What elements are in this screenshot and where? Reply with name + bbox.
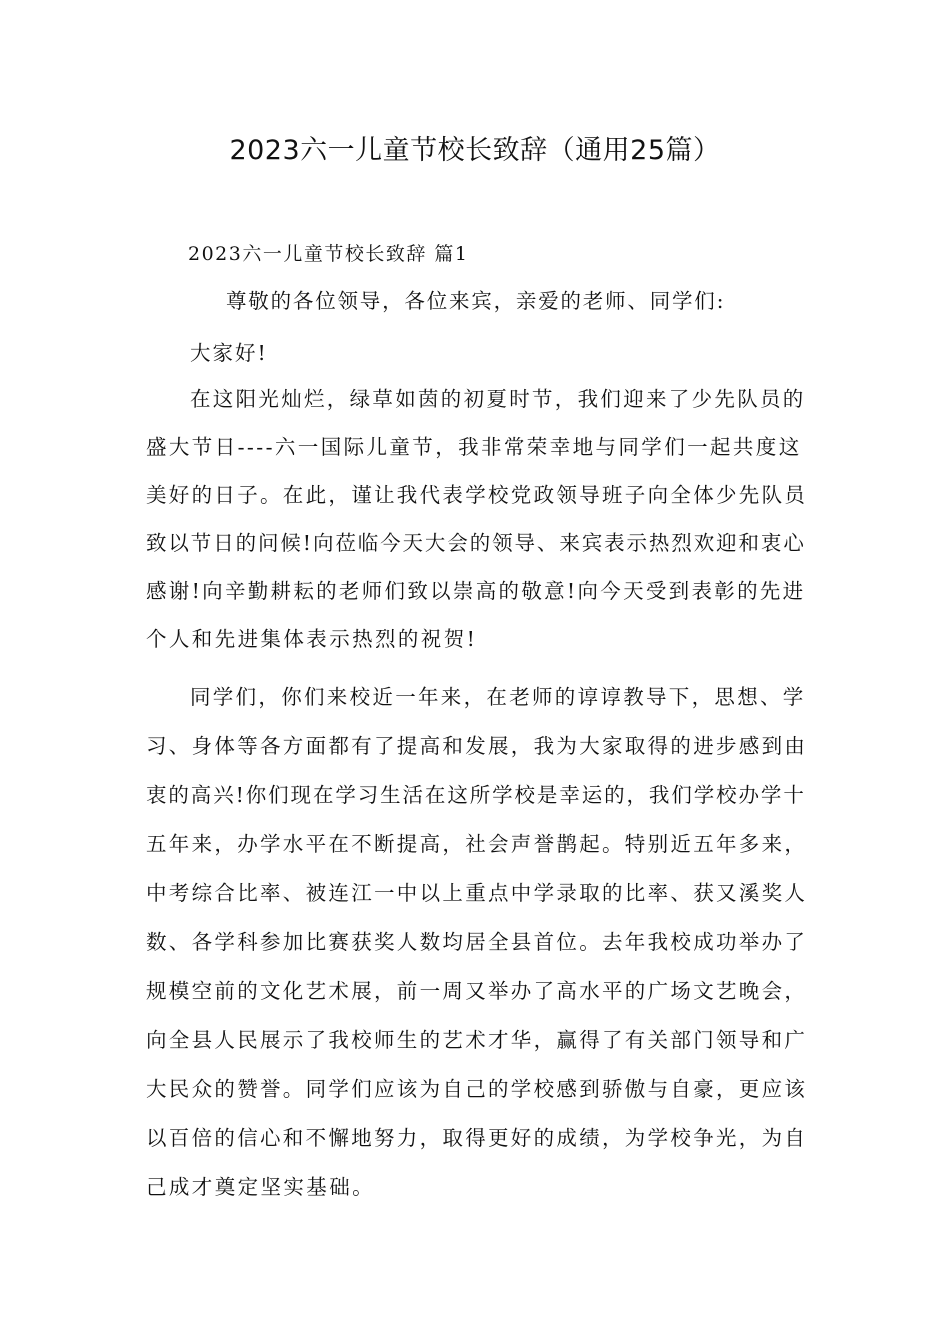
paragraph-line: 感谢!向辛勤耕耘的老师们致以崇高的敬意!向今天受到表彰的先进 — [146, 579, 806, 603]
section-heading: 2023六一儿童节校长致辞 篇1 — [188, 243, 469, 265]
document-title: 2023六一儿童节校长致辞（通用25篇） — [229, 135, 721, 166]
paragraph-line: 在这阳光灿烂，绿草如茵的初夏时节，我们迎来了少先队员的 — [190, 387, 806, 411]
greeting-line: 大家好! — [190, 341, 268, 365]
paragraph-line: 盛大节日----六一国际儿童节，我非常荣幸地与同学们一起共度这 — [146, 435, 802, 459]
paragraph-line: 大民众的赞誉。同学们应该为自己的学校感到骄傲与自豪，更应该 — [146, 1077, 808, 1101]
paragraph-line: 向全县人民展示了我校师生的艺术才华，赢得了有关部门领导和广 — [146, 1028, 808, 1052]
paragraph-line: 美好的日子。在此，谨让我代表学校党政领导班子向全体少先队员 — [146, 483, 808, 507]
paragraph-line: 规模空前的文化艺术展，前一周又举办了高水平的广场文艺晚会， — [146, 979, 808, 1003]
paragraph-line: 己成才奠定坚实基础。 — [146, 1175, 375, 1199]
paragraph-line: 衷的高兴!你们现在学习生活在这所学校是幸运的，我们学校办学十 — [146, 783, 806, 807]
paragraph-line: 同学们，你们来校近一年来，在老师的谆谆教导下，思想、学 — [190, 685, 806, 709]
paragraph-line: 致以节日的问候!向莅临今天大会的领导、来宾表示热烈欢迎和衷心 — [146, 531, 806, 555]
paragraph-line: 以百倍的信心和不懈地努力，取得更好的成绩，为学校争光，为自 — [146, 1126, 808, 1150]
paragraph-line: 个人和先进集体表示热烈的祝贺! — [146, 627, 478, 651]
paragraph-line: 五年来，办学水平在不断提高，社会声誉鹊起。特别近五年多来， — [146, 832, 808, 856]
paragraph-line: 习、身体等各方面都有了提高和发展，我为大家取得的进步感到由 — [146, 734, 808, 758]
salutation-line: 尊敬的各位领导，各位来宾，亲爱的老师、同学们: — [226, 289, 726, 313]
paragraph-line: 中考综合比率、被连江一中以上重点中学录取的比率、获又溪奖人 — [146, 881, 808, 905]
paragraph-line: 数、各学科参加比赛获奖人数均居全县首位。去年我校成功举办了 — [146, 930, 808, 954]
